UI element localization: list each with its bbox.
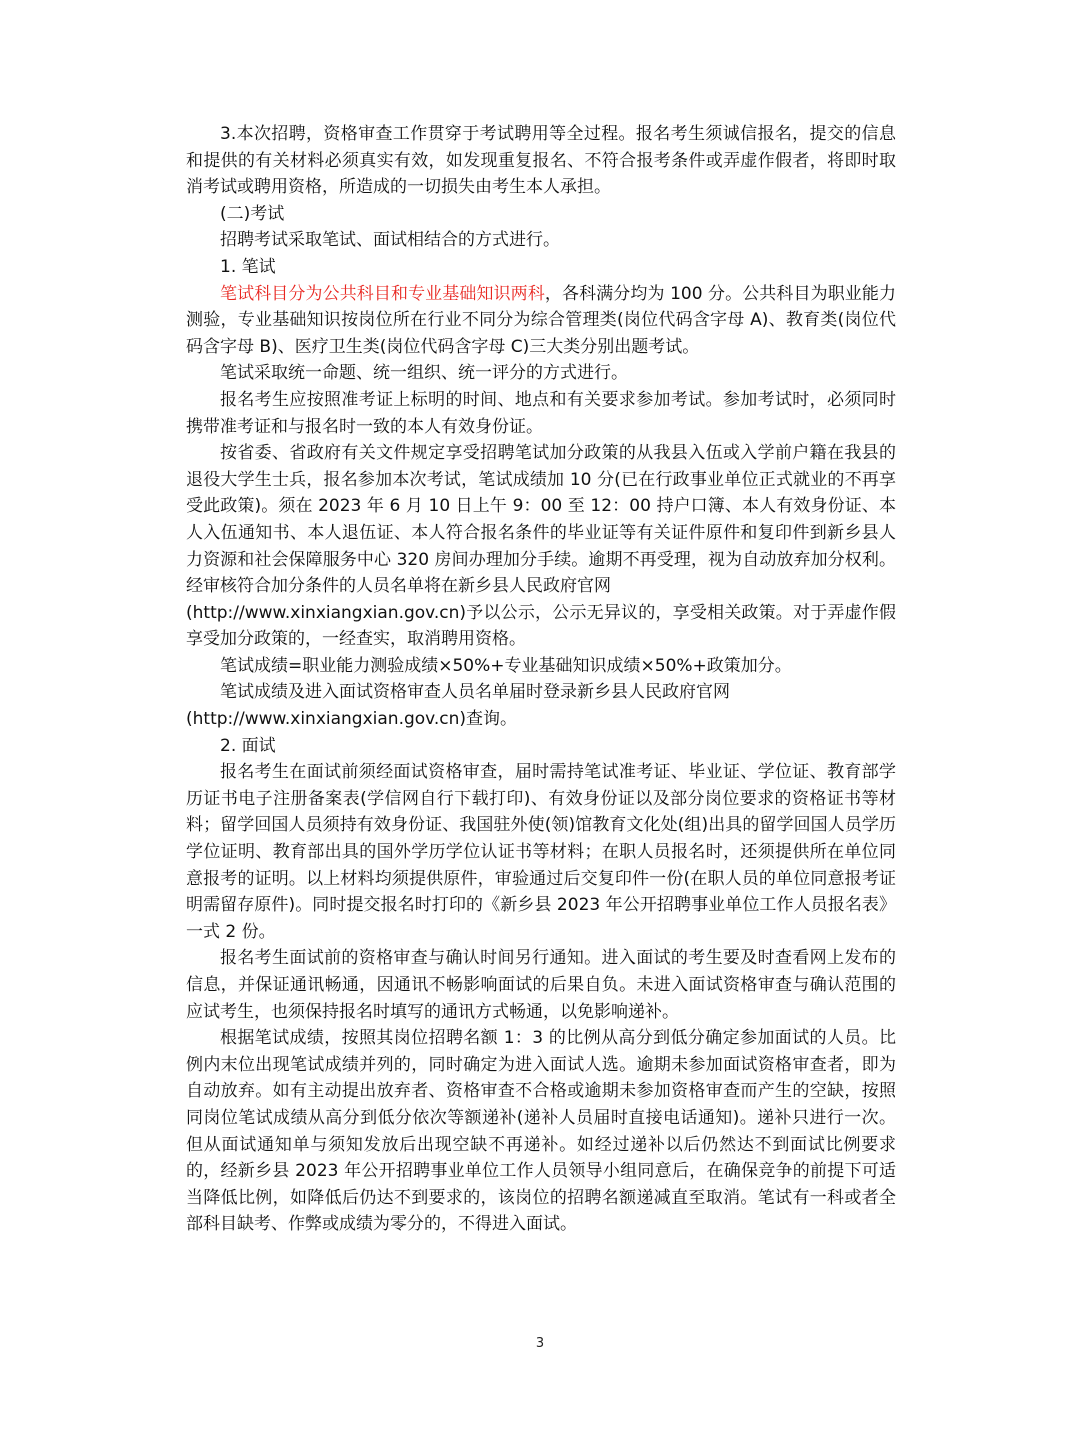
paragraph-text: ，各科满分均为 100 分。公共科目为职业能力测验，专业基础知识按岗位所在行业不同分为综合管理类(岗位代码含字母 A)、教育类(岗位代码含字母 B)、医疗卫生类(岗位代码含字母 C)三大类分别出题考试。 xyxy=(186,283,896,357)
paragraph-score-formula: 笔试成绩=职业能力测验成绩×50%+专业基础知识成绩×50%+政策加分。 xyxy=(220,655,792,676)
subheading-written-exam: 1. 笔试 xyxy=(220,256,276,277)
paragraph-score-query-url: (http://www.xinxiangxian.gov.cn)查询。 xyxy=(186,709,518,730)
paragraph-exam-method: 招聘考试采取笔试、面试相结合的方式进行。 xyxy=(220,230,560,251)
paragraph-bonus-publicity: (http://www.xinxiangxian.gov.cn)予以公示，公示无异议的，享受相关政策。对于弄虚作假享受加分政策的，一经查实，取消聘用资格。 xyxy=(186,602,896,650)
paragraph-qualification-review: 3.本次招聘，资格审查工作贯穿于考试聘用等全过程。报名考生须诚信报名，提交的信息和提供的有关材料必须真实有效，如发现重复报名、不符合报考条件或弄虚作假者，将即时取消考试或聘用资格，所造成的一切损失由考生本人承担。 xyxy=(186,124,896,198)
section-heading-exam: (二)考试 xyxy=(220,203,285,224)
paragraph-score-query: 笔试成绩及进入面试资格审查人员名单届时登录新乡县人民政府官网 xyxy=(220,682,730,703)
paragraph-bonus-points: 按省委、省政府有关文件规定享受招聘笔试加分政策的从我县入伍或入学前户籍在我县的退役大学生士兵，报名参加本次考试，笔试成绩加 10 分(已在行政事业单位正式就业的不再享受此政策)。须在 2023 年 6 月 10 日上午 9：00 至 12：00 持户口簿、本人有效身份证、本人入伍通知书、本人退伍证、本人符合报名条件的毕业证等有关证件原件和复印件到新乡县人力资源和社会保障服务中心 320 房间办理加分手续。逾期不再受理，视为自动放弃加分权利。经审核符合加分条件的人员名单将在新乡县人民政府官网 xyxy=(186,443,896,597)
paragraph-interview-notice: 报名考生面试前的资格审查与确认时间另行通知。进入面试的考生要及时查看网上发布的信息，并保证通讯畅通，因通讯不畅影响面试的后果自负。未进入面试资格审查与确认范围的应试考生，也须保持报名时填写的通讯方式畅通，以免影响递补。 xyxy=(186,948,896,1022)
paragraph-interview-review: 报名考生在面试前须经面试资格审查，届时需持笔试准考证、毕业证、学位证、教育部学历证书电子注册备案表(学信网自行下载打印)、有效身份证以及部分岗位要求的资格证书等材料；留学回国人员须持有效身份证、我国驻外使(领)馆教育文化处(组)出具的留学回国人员学历学位证明、教育部出具的国外学历学位认证书等材料；在职人员报名时，还须提供所在单位同意报考的证明。以上材料均须提供原件，审验通过后交复印件一份(在职人员的单位同意报考证明需留存原件)。同时提交报名时打印的《新乡县 2023 年公开招聘事业单位工作人员报名表》一式 2 份。 xyxy=(186,762,896,942)
paragraph-unified-exam: 笔试采取统一命题、统一组织、统一评分的方式进行。 xyxy=(220,363,628,384)
paragraph-written-subjects xyxy=(186,281,896,361)
document-body xyxy=(186,121,896,1238)
paragraph-admission-ticket: 报名考生应按照准考证上标明的时间、地点和有关要求参加考试。参加考试时，必须同时携带准考证和与报名时一致的本人有效身份证。 xyxy=(186,389,896,437)
highlighted-text: 笔试科目分为公共科目和专业基础知识两科 xyxy=(220,283,545,304)
subheading-interview: 2. 面试 xyxy=(220,735,276,756)
paragraph-interview-ratio: 根据笔试成绩，按照其岗位招聘名额 1：3 的比例从高分到低分确定参加面试的人员。比例内末位出现笔试成绩并列的，同时确定为进入面试人选。逾期未参加面试资格审查者，即为自动放弃。如有主动提出放弃者、资格审查不合格或逾期未参加资格审查而产生的空缺，按照同岗位笔试成绩从高分到低分依次等额递补(递补人员届时直接电话通知)。递补只进行一次。但从面试通知单与须知发放后出现空缺不再递补。如经过递补以后仍然达不到面试比例要求的，经新乡县 2023 年公开招聘事业单位工作人员领导小组同意后，在确保竞争的前提下可适当降低比例，如降低后仍达不到要求的，该岗位的招聘名额递减直至取消。笔试有一科或者全部科目缺考、作弊或成绩为零分的，不得进入面试。 xyxy=(186,1028,896,1235)
page-number: 3 xyxy=(535,1336,545,1351)
